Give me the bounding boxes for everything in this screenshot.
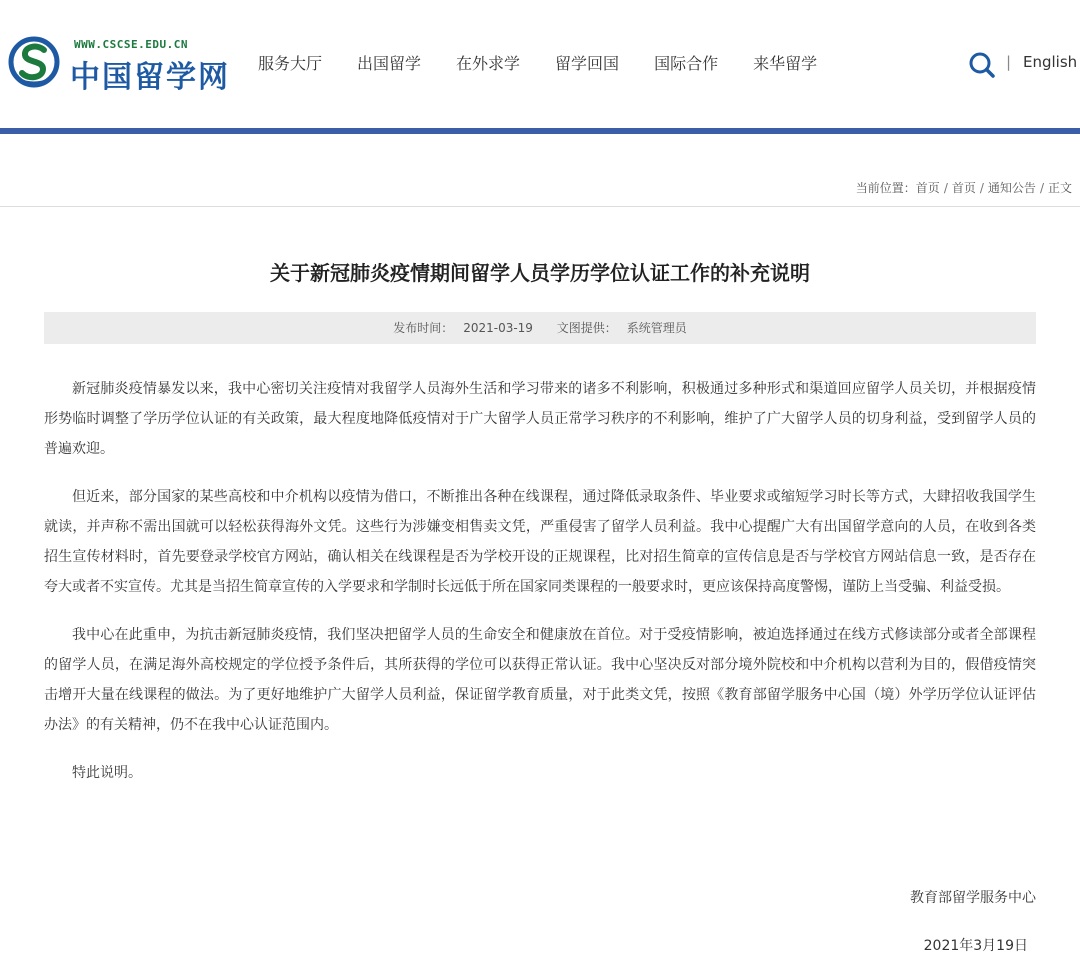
site-logo[interactable] [8, 36, 230, 95]
article-meta [44, 312, 1036, 344]
logo-url-text: WWW.CSCSE.EDU.CN [74, 38, 188, 51]
breadcrumb [856, 179, 1072, 196]
article-body [44, 374, 1036, 788]
cscse-logo-icon [8, 36, 60, 88]
publish-label: 发布时间： [393, 321, 454, 335]
logo-site-name: 中国留学网 [70, 60, 230, 95]
nav-item-study-in-china[interactable]: 来华留学 [753, 54, 818, 73]
article-date: 2021年3月19日 [923, 938, 1028, 954]
nav-item-return-home[interactable]: 留学回国 [555, 54, 620, 73]
breadcrumb-current: 正文 [1047, 181, 1072, 195]
nav-item-international-cooperation[interactable]: 国际合作 [654, 54, 719, 73]
main-nav [258, 51, 852, 74]
nav-item-service-hall[interactable]: 服务大厅 [258, 54, 323, 73]
breadcrumb-area [0, 134, 1080, 207]
breadcrumb-separator: / [979, 181, 984, 195]
nav-item-study-abroad[interactable]: 出国留学 [357, 54, 422, 73]
article-paragraph: 我中心在此重申，为抗击新冠肺炎疫情，我们坚决把留学人员的生命安全和健康放在首位。对于受疫情影响，被迫选择通过在线方式修读部分或者全部课程的留学人员，在满足海外高校规定的学位授予条件后，其所获得的学位可以获得正常认证。我中心坚决反对部分境外院校和中介机构以营利为目的，假借疫情突击增开大量在线课程的做法。为了更好地维护广大留学人员利益，保证留学教育质量，对于此类文凭，按照《教育部留学服务中心国（境）外学历学位认证评估办法》的有关精神，仍不在我中心认证范围内。 [44, 627, 1036, 733]
breadcrumb-separator: / [1039, 181, 1044, 195]
publish-date: 2021-03-19 [463, 321, 533, 335]
breadcrumb-notices[interactable]: 通知公告 [987, 181, 1036, 195]
language-switch-english[interactable]: English [1023, 53, 1078, 71]
breadcrumb-home-2[interactable]: 首页 [951, 181, 976, 195]
site-header [0, 0, 1080, 128]
article-title: 关于新冠肺炎疫情期间留学人员学历学位认证工作的补充说明 [270, 261, 810, 285]
breadcrumb-prefix: 当前位置： [855, 181, 916, 195]
header-divider: | [1006, 53, 1012, 71]
article-paragraph: 但近来，部分国家的某些高校和中介机构以疫情为借口，不断推出各种在线课程，通过降低录取条件、毕业要求或缩短学习时长等方式，大肆招收我国学生就读，并声称不需出国就可以轻松获得海外文凭。这些行为涉嫌变相售卖文凭，严重侵害了留学人员利益。我中心提醒广大有出国留学意向的人员，在收到各类招生宣传材料时，首先要登录学校官方网站，确认相关在线课程是否为学校开设的正规课程，比对招生简章的宣传信息是否与学校官方网站信息一致，是否存在夸大或者不实宣传。尤其是当招生简章宣传的入学要求和学制时长远低于所在国家同类课程的一般要求时，更应该保持高度警惕，谨防上当受骗、利益受损。 [44, 489, 1036, 595]
article-signature: 教育部留学服务中心 [910, 890, 1036, 906]
search-icon[interactable] [968, 51, 996, 79]
nav-item-studying-overseas[interactable]: 在外求学 [456, 54, 521, 73]
breadcrumb-home[interactable]: 首页 [915, 181, 940, 195]
provider-label: 文图提供： [556, 321, 617, 335]
article-paragraph: 新冠肺炎疫情暴发以来，我中心密切关注疫情对我留学人员海外生活和学习带来的诸多不利影响，积极通过多种形式和渠道回应留学人员关切，并根据疫情形势临时调整了学历学位认证的有关政策，最大程度地降低疫情对于广大留学人员正常学习秩序的不利影响，维护了广大留学人员的切身利益，受到留学人员的普遍欢迎。 [44, 381, 1036, 457]
breadcrumb-separator: / [943, 181, 948, 195]
provider-name: 系统管理员 [626, 321, 687, 335]
article-paragraph: 特此说明。 [72, 765, 142, 781]
